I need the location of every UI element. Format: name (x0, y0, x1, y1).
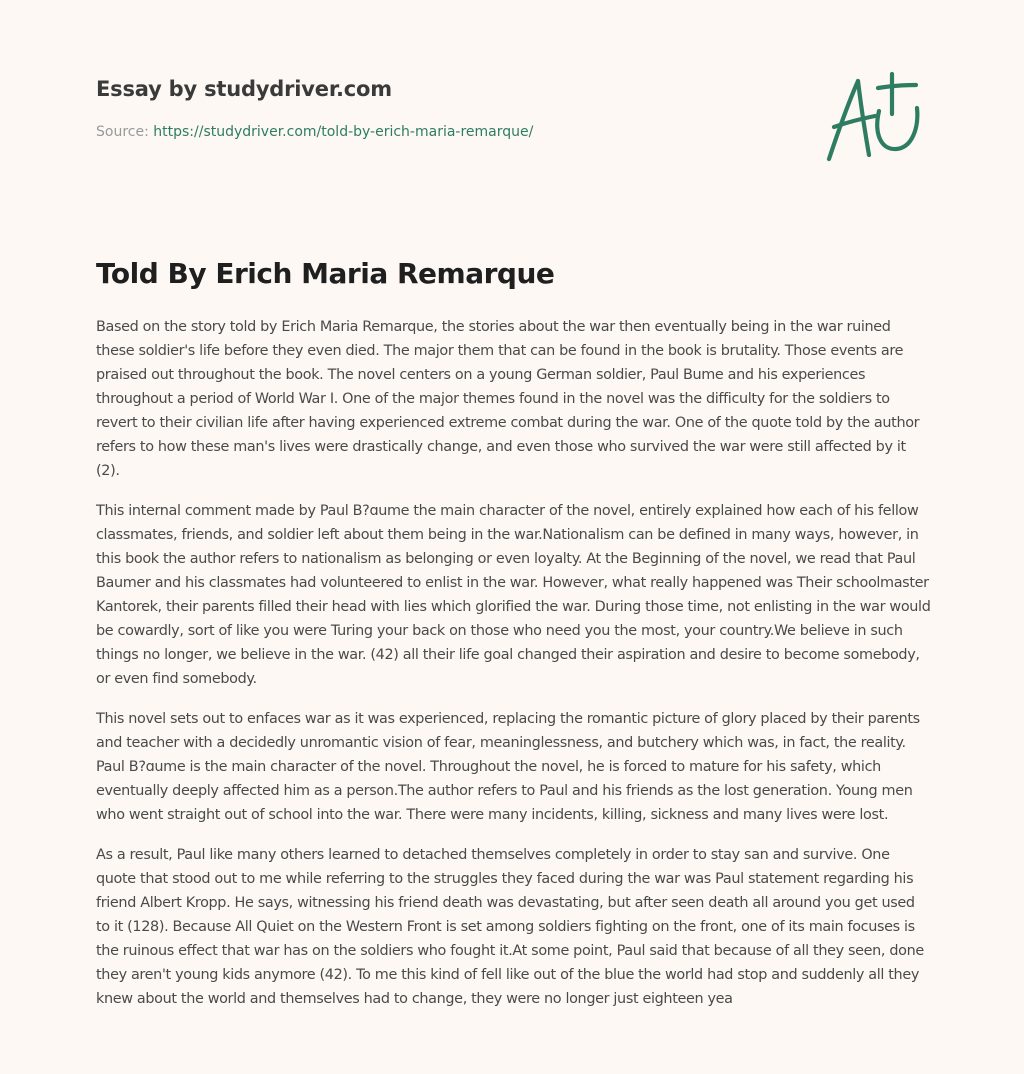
essay-paragraph: This internal comment made by Paul B?ɑume the main character of the novel, entirely explained how each of his fellow classmates, friends, and soldier left about them being in the war.Nationalism can be defined in many ways, however, in this book the author refers to nationalism as belonging or even loyalty. At the Beginning of the novel, we read that Paul Baumer and his classmates had volunteered to enlist in the war. However, what really happened was Their schoolmaster Kantorek, their parents filled their head with lies which glorified the war. During those time, not enlisting in the war would be cowardly, sort of like you were Turing your back on those who need you the most, your country.We believe in such things no longer, we believe in the war. (42) all their life goal changed their aspiration and desire to become somebody, or even find somebody. (96, 503, 931, 687)
page-header (96, 74, 796, 142)
essay-paragraph: Based on the story told by Erich Maria Remarque, the stories about the war then eventually being in the war ruined these soldier's life before they even died. The major them that can be found in the book is brutality. Those events are praised out throughout the book. The novel centers on a young German soldier, Paul Bume and his experiences throughout a period of World War I. One of the major themes found in the novel was the difficulty for the soldiers to revert to their civilian life after having experienced extreme combat during the war. One of the quote told by the author refers to how these man's lives were drastically change, and even those who survived the war were still affected by it (2). (96, 319, 920, 479)
essay-paragraph: This novel sets out to enfaces war as it was experienced, replacing the romantic picture of glory placed by their parents and teacher with a decidedly unromantic vision of fear, meaninglessness, and butchery which was, in fact, the reality. Paul B?ɑume is the main character of the novel. Throughout the novel, he is forced to mature for his safety, which eventually deeply affected him as a person.The author refers to Paul and his friends as the lost generation. Young men who went straight out of school into the war. There were many incidents, killing, sickness and many lives were lost. (96, 711, 920, 823)
source-line (96, 122, 796, 142)
essay-title: Told By Erich Maria Remarque (96, 257, 555, 290)
source-label: Source: (96, 124, 149, 140)
a-plus-logo-icon (822, 70, 926, 164)
essay-paragraph: As a result, Paul like many others learned to detached themselves completely in order to stay san and survive. One quote that stood out to me while referring to the struggles they faced during the war was Paul statement regarding his friend Albert Kropp. He says, witnessing his friend death was devastating, but after seen death all around you get used to it (128). Because All Quiet on the Western Front is set among soldiers fighting on the front, one of its main focuses is the ruinous effect that war has on the soldiers who fought it.At some point, Paul said that because of all they seen, done they aren't young kids anymore (42). To me this kind of fell like out of the blue the world had stop and suddenly all they knew about the world and themselves had to change, they were no longer just eighteen yea (96, 847, 924, 1007)
source-link[interactable]: https://studydriver.com/told-by-erich-maria-remarque/ (153, 124, 534, 140)
essay-body (96, 315, 932, 1027)
brand-title: Essay by studydriver.com (96, 77, 392, 101)
